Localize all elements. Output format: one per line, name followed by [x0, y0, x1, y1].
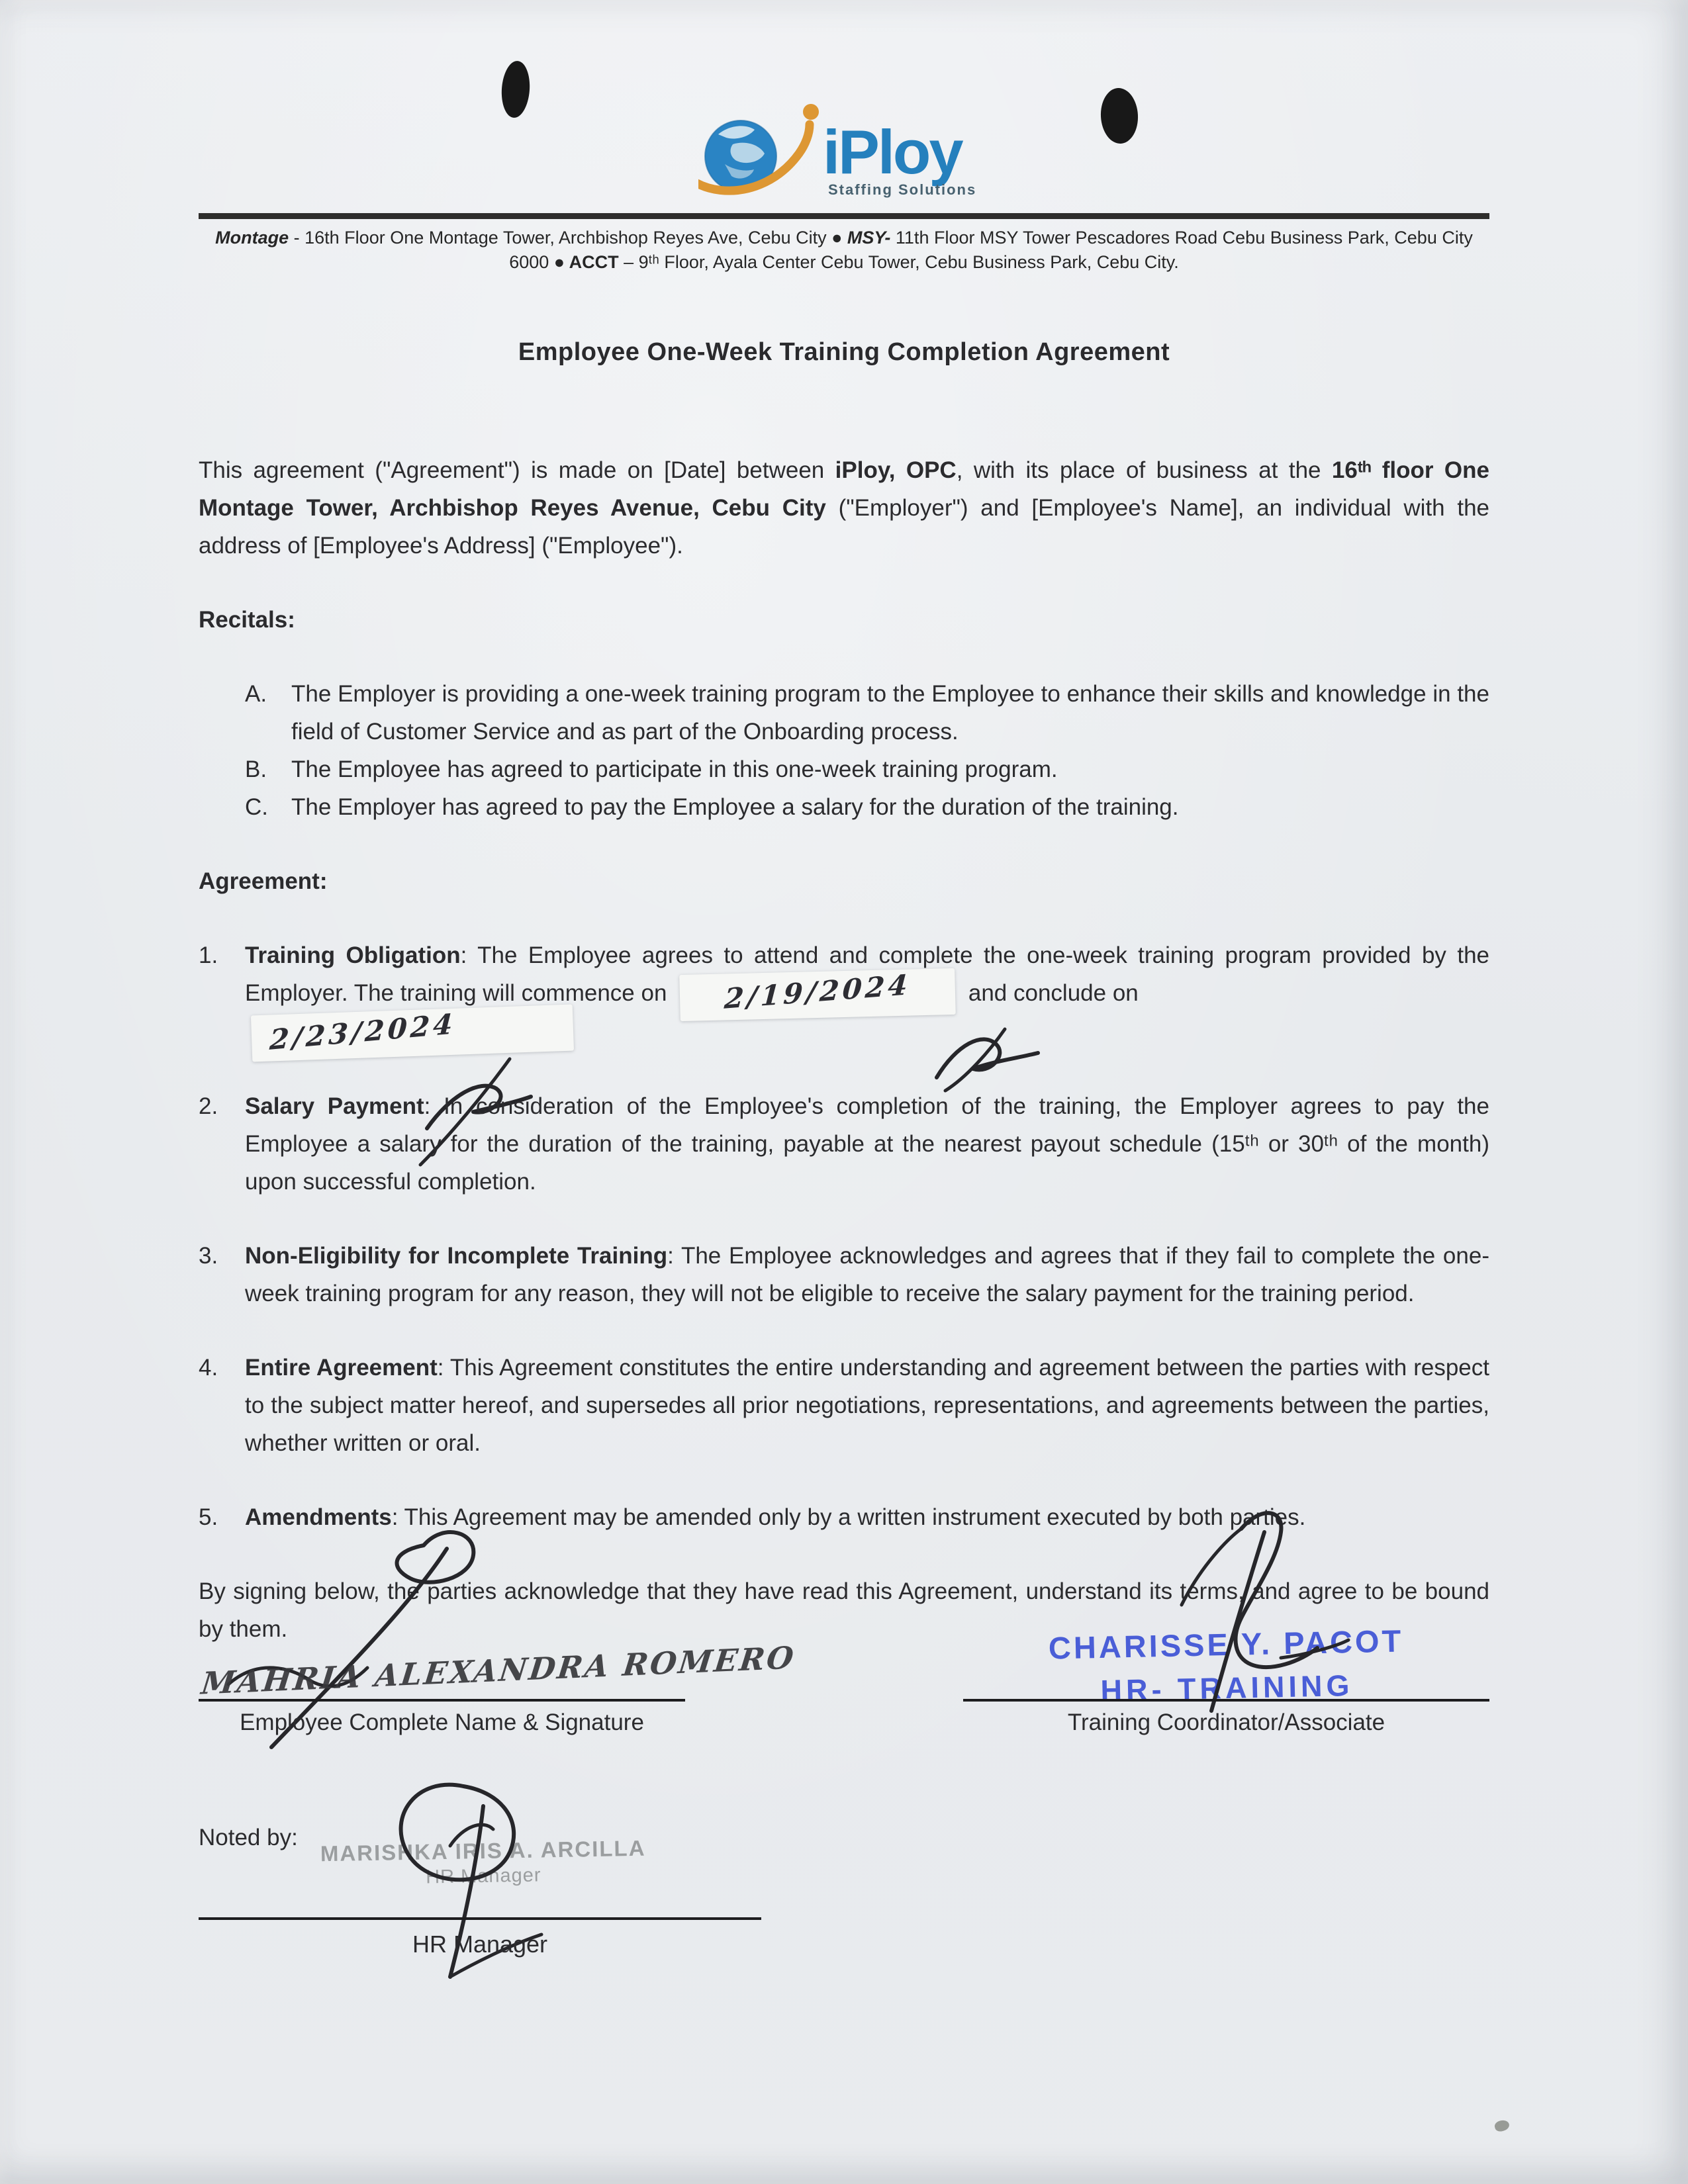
company-address: Montage - 16th Floor One Montage Tower, Archbishop Reyes Ave, Cebu City ● MSY- 11th Floor MSY Tower Pescadores Road Cebu Business Park, Cebu City 6000 ● ACCT – 9ᵗʰ Floor, Ayala Center Cebu Tower, Cebu Business Park, Cebu City. [215, 228, 1473, 272]
address-office-msy: MSY- [842, 228, 891, 248]
bullet-icon: ● [553, 252, 565, 272]
coordinator-stamp-name: CHARISSE Y. PACOT [1048, 1622, 1404, 1666]
recital-item-b: B. The Employee has agreed to participate in this one-week training program. [245, 756, 1058, 782]
employee-signature-block [199, 1625, 798, 1744]
agreement-item-1: 1. Training Obligation: The Employee agrees to attend and complete the one-week training program provided by the Employer. The training will commence on 2/19/2024 and conclude on 2/23/2024 [199, 936, 1489, 1051]
agreement-item-3: 3. Non-Eligibility for Incomplete Training: The Employee acknowledges and agrees that if they fail to complete the one-week training program for any reason, they will not be eligible to receive the salary payment for the training period. [199, 1242, 1489, 1306]
coordinator-signature-line [963, 1699, 1489, 1702]
agreement-heading: Agreement: [199, 868, 328, 894]
letterhead-divider [199, 213, 1489, 219]
scan-speck [1493, 2118, 1510, 2132]
coordinator-signature-block [963, 1622, 1489, 1744]
agreement-item-5: 5. Amendments: This Agreement may be amended only by a written instrument executed by both parties. [199, 1504, 1306, 1530]
hr-manager-signature-line [199, 1917, 761, 1920]
noted-by-section [199, 1806, 1489, 2084]
recital-item-c: C. The Employer has agreed to pay the Employee a salary for the duration of the training. [245, 794, 1179, 820]
brand-name: iPloy [823, 117, 962, 187]
noted-by-label: Noted by: [199, 1824, 298, 1850]
recital-item-a: A. The Employer is providing a one-week training program to the Employee to enhance their skills and knowledge in the field of Customer Service and as part of the Onboarding process. [245, 681, 1489, 745]
address-office-acct: ACCT [565, 252, 619, 272]
hr-manager-signature-label: HR Manager [412, 1930, 548, 1958]
handwritten-start-date: 2/19/2024 [723, 968, 912, 1015]
recitals-heading: Recitals: [199, 607, 295, 633]
closing-paragraph: By signing below, the parties acknowledge that they have read this Agreement, understand its terms, and agree to be bound by them. [199, 1578, 1489, 1642]
coordinator-signature-label: Training Coordinator/Associate [1067, 1709, 1385, 1735]
employee-signature-line [199, 1699, 685, 1702]
whiteout-patch-start-date [679, 968, 956, 1021]
intro-paragraph: This agreement ("Agreement") is made on [Date] between iPloy, OPC, with its place of business at the 16ᵗʰ floor One Montage Tower, Archbishop Reyes Avenue, Cebu City ("Employer") and [Employee's Name], an individual with the address of [Employee's Address] ("Employee"). [199, 457, 1490, 559]
initials-signature-start-date [927, 1021, 1046, 1094]
coordinator-stamp-dept: HR- TRAINING [1100, 1668, 1354, 1707]
hr-manager-stamp-name: MARISHKA IRIS A. ARCILLA [320, 1835, 646, 1866]
iploy-logo-graphic [698, 98, 990, 204]
brand-tagline: Staffing Solutions [828, 181, 977, 198]
hr-manager-stamp [297, 1835, 669, 1891]
hr-manager-stamp-title: HR Manager [425, 1864, 541, 1888]
employee-signature-label: Employee Complete Name & Signature [240, 1709, 644, 1735]
signature-section [199, 1622, 1489, 1744]
recitals-list [199, 675, 1489, 826]
agreement-item-2: 2. Salary Payment: In consideration of the Employee's completion of the training, the Employer agrees to pay the Employee a salary for the duration of the training, payable at the nearest payout schedule (15ᵗʰ or 30ᵗʰ of the month) upon successful completion. [199, 1093, 1489, 1195]
handwritten-end-date: 2/23/2024 [269, 1007, 457, 1056]
bullet-icon: ● [831, 228, 843, 248]
agreement-item-4: 4. Entire Agreement: This Agreement constitutes the entire understanding and agreement between the parties with respect to the subject matter hereof, and supersedes all prior negotiations, representations, and agreements between the parties, whether written or oral. [199, 1354, 1489, 1456]
coordinator-stamp [962, 1608, 1491, 1707]
document-title: Employee One-Week Training Completion Agreement [518, 338, 1170, 366]
company-logo [199, 0, 1489, 204]
employee-handwritten-name: MAHRIA ALEXANDRA ROMERO [199, 1639, 798, 1702]
whiteout-patch-end-date [251, 1004, 574, 1062]
swoosh-dot-icon [803, 104, 819, 120]
address-office-montage: Montage [215, 228, 289, 248]
